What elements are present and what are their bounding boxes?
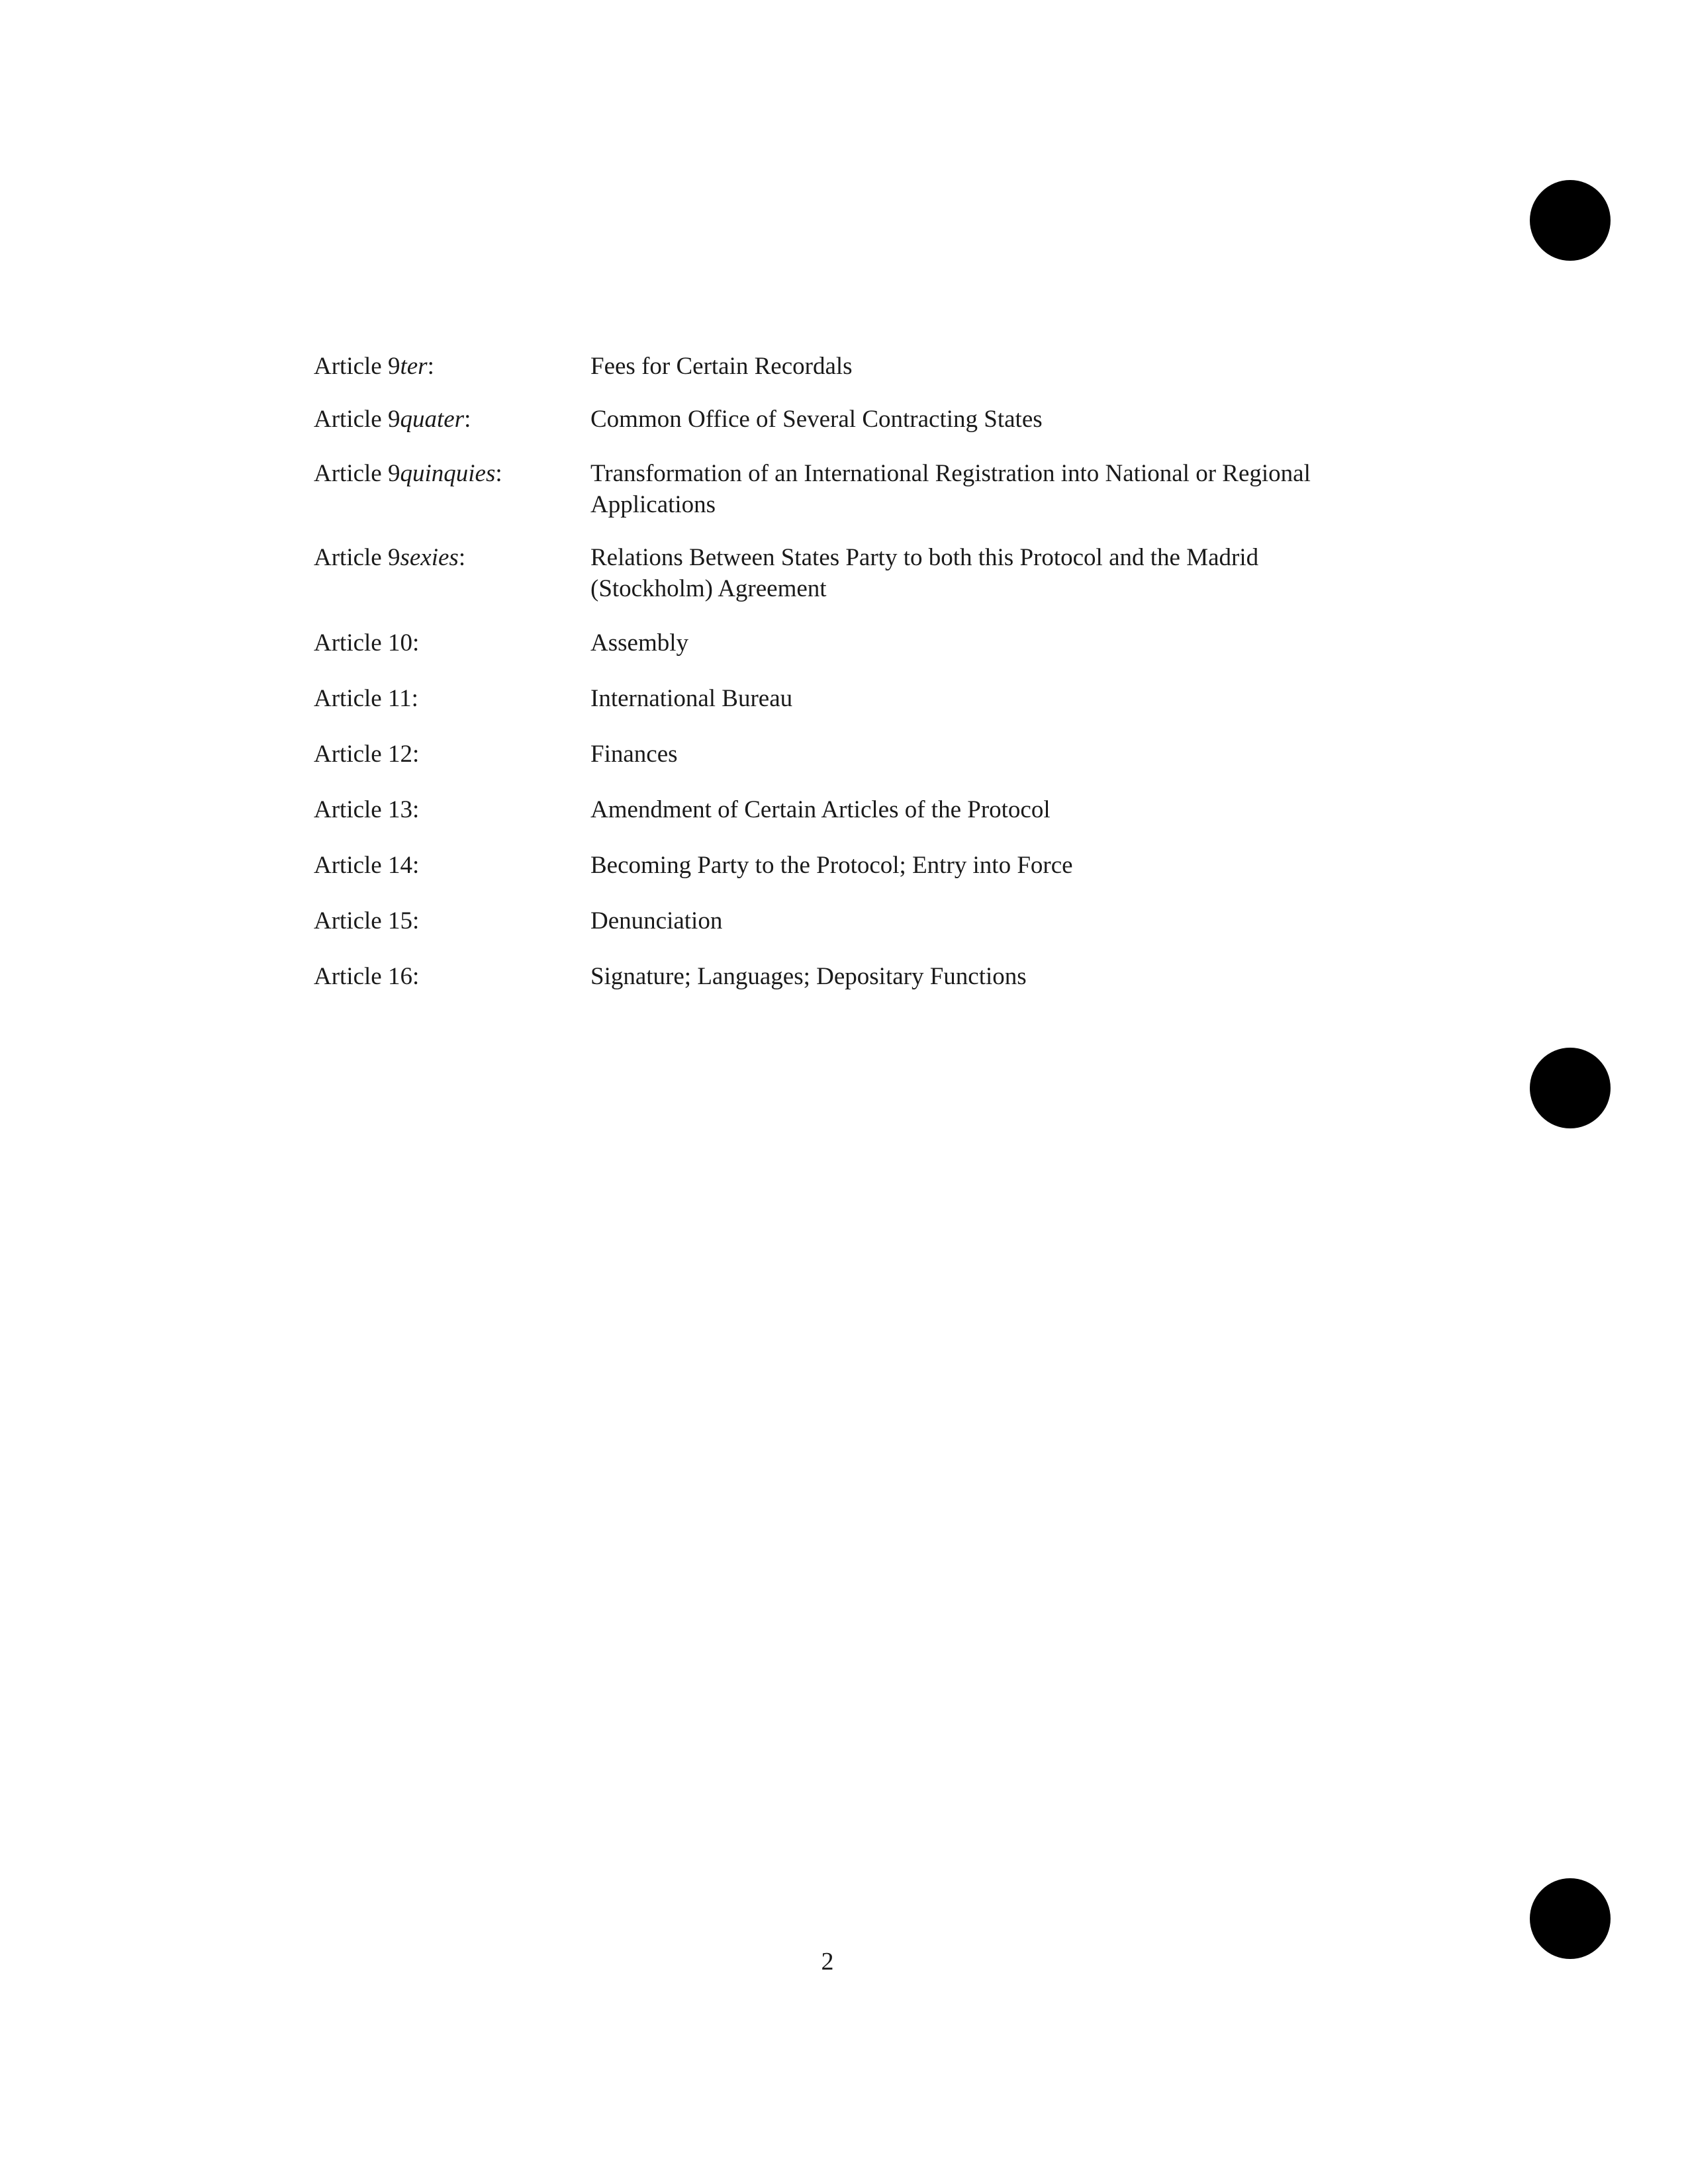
article-label: Article 9sexies:: [314, 544, 466, 571]
article-title: International Bureau: [590, 685, 793, 712]
article-label: Article 14:: [314, 852, 420, 879]
page-number: 2: [821, 1948, 834, 1976]
punch-hole-bottom: [1530, 1878, 1611, 1959]
article-label: Article 10:: [314, 629, 420, 657]
punch-hole-top: [1530, 180, 1611, 261]
article-title: Assembly: [590, 629, 688, 657]
article-label: Article 11:: [314, 685, 418, 712]
article-title: Becoming Party to the Protocol; Entry into Force: [590, 852, 1073, 879]
article-title: Amendment of Certain Articles of the Protocol: [590, 796, 1051, 823]
article-title: Transformation of an International Registration into National or Regional Applications: [590, 460, 1311, 518]
article-label: Article 9quater:: [314, 406, 471, 433]
article-label: Article 12:: [314, 741, 420, 768]
article-label: Article 16:: [314, 963, 420, 990]
article-label: Article 15:: [314, 907, 420, 934]
article-title: Common Office of Several Contracting States: [590, 406, 1043, 433]
article-label: Article 9quinquies:: [314, 460, 502, 487]
article-title: Signature; Languages; Depositary Functions: [590, 963, 1027, 990]
article-title: Finances: [590, 741, 678, 768]
article-title: Fees for Certain Recordals: [590, 353, 853, 380]
article-label: Article 13:: [314, 796, 420, 823]
punch-hole-middle: [1530, 1048, 1611, 1128]
article-title: Relations Between States Party to both this Protocol and the Madrid (Stockholm) Agreement: [590, 544, 1259, 602]
article-title: Denunciation: [590, 907, 723, 934]
article-label: Article 9ter:: [314, 353, 434, 380]
